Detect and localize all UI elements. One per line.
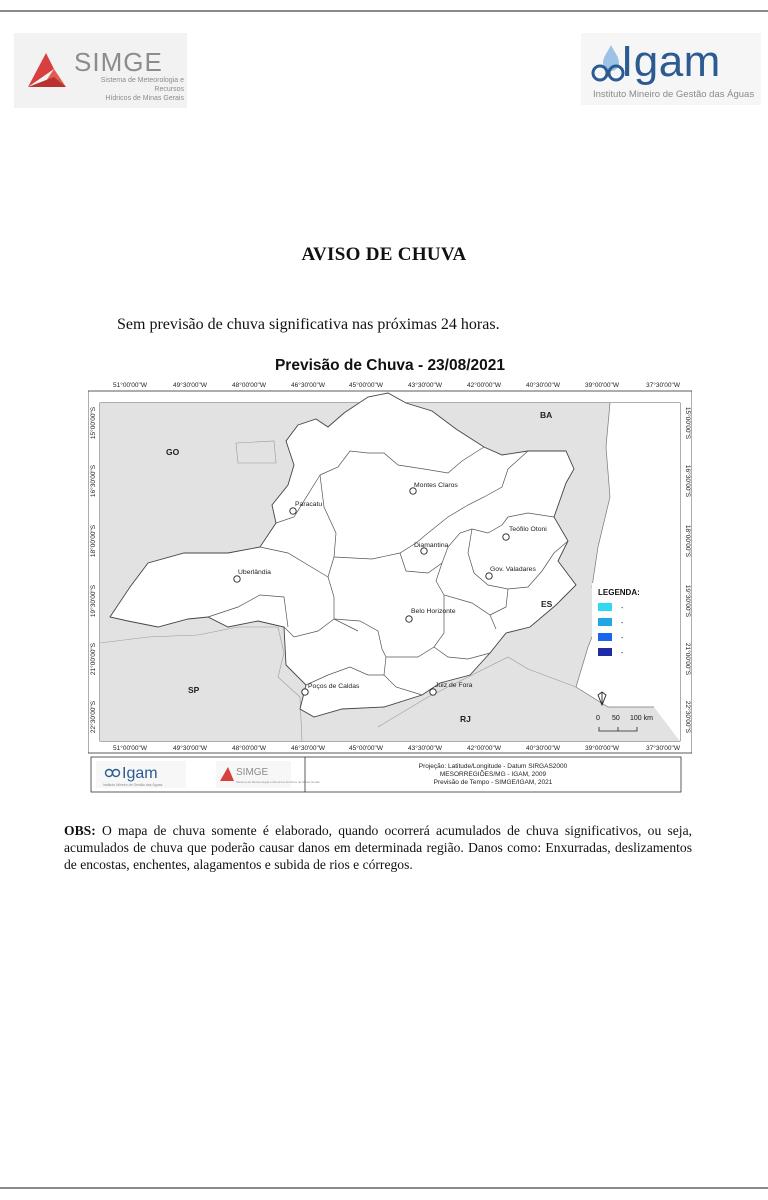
city-label: Diamantina bbox=[414, 542, 449, 549]
footer-simge-sub: Sistema de Meteorologia e Recursos Hídricos de Minas Gerais bbox=[236, 780, 320, 784]
state-label-rj: RJ bbox=[460, 714, 471, 724]
legend-title: LEGENDA: bbox=[598, 588, 640, 597]
df-outline bbox=[236, 441, 276, 463]
state-label-es: ES bbox=[541, 599, 553, 609]
lon-label-top: 48°00'00"W bbox=[232, 382, 266, 389]
legend-item-label: - bbox=[621, 605, 624, 612]
simge-logo bbox=[14, 33, 187, 108]
city-label: Belo Horizonte bbox=[411, 608, 456, 615]
city-dot bbox=[290, 508, 296, 514]
legend-swatch bbox=[598, 603, 612, 611]
simge-subtitle bbox=[74, 76, 184, 103]
footer-line-3: Previsão de Tempo - SIMGE/IGAM, 2021 bbox=[433, 779, 553, 786]
city-label: Uberlândia bbox=[238, 569, 271, 576]
city-label: Gov. Valadares bbox=[490, 566, 536, 573]
lat-label-right: 22°30'00"S bbox=[684, 700, 691, 734]
city-label: Teófilo Otoni bbox=[509, 526, 547, 533]
lon-label-bottom: 39°00'00"W bbox=[585, 745, 619, 752]
lon-label-top: 45°00'00"W bbox=[349, 382, 383, 389]
top-rule bbox=[0, 10, 768, 12]
legend-swatch bbox=[598, 648, 612, 656]
state-label-go: GO bbox=[166, 447, 180, 457]
legend-swatch bbox=[598, 618, 612, 626]
lat-label-left: 15°00'00"S bbox=[90, 406, 97, 440]
simge-name: SIMGE bbox=[74, 47, 163, 77]
lon-label-bottom: 42°00'00"W bbox=[467, 745, 501, 752]
lon-label-bottom: 43°30'00"W bbox=[408, 745, 442, 752]
lat-label-left: 18°00'00"S bbox=[90, 524, 97, 558]
legend-item-label: - bbox=[621, 650, 624, 657]
lon-label-top: 39°00'00"W bbox=[585, 382, 619, 389]
igam-logo bbox=[581, 33, 761, 105]
footer-line-2: MESORREGIÕES/MG - IGAM, 2009 bbox=[439, 771, 547, 778]
forecast-statement: Sem previsão de chuva significativa nas próximas 24 horas. bbox=[117, 316, 500, 333]
observation-paragraph bbox=[64, 822, 692, 873]
obs-text: O mapa de chuva somente é elaborado, quando ocorrerá acumulados de chuva significativos, ou seja, acumulados de chuva que poderão causar danos em determinada região. Danos como: Enxurradas, deslizamentos de encostas, enchentes, alagamentos e subida de rios e córregos. bbox=[64, 823, 692, 872]
footer-simge-name: SIMGE bbox=[236, 767, 269, 778]
state-label-ba: BA bbox=[540, 410, 553, 420]
obs-label: OBS: bbox=[64, 823, 96, 838]
lon-label-top: 42°00'00"W bbox=[467, 382, 501, 389]
igam-subtitle: Instituto Mineiro de Gestão das Águas bbox=[593, 89, 755, 100]
scale-label-50: 50 bbox=[612, 715, 620, 722]
legend-item-label: - bbox=[621, 620, 624, 627]
footer-igam-name: Igam bbox=[122, 765, 158, 782]
map-svg bbox=[88, 357, 692, 795]
lon-label-bottom: 51°00'00"W bbox=[113, 745, 147, 752]
simge-sub-line2: Hídricos de Minas Gerais bbox=[105, 95, 184, 102]
map-title: Previsão de Chuva - 23/08/2021 bbox=[274, 357, 506, 374]
lat-label-right: 19°30'00"S bbox=[684, 584, 691, 618]
igam-name: Igam bbox=[621, 37, 721, 86]
lon-label-top: 49°30'00"W bbox=[173, 382, 207, 389]
lon-label-bottom: 40°30'00"W bbox=[526, 745, 560, 752]
state-label-sp: SP bbox=[188, 685, 200, 695]
lon-label-top: 37°30'00"W bbox=[646, 382, 680, 389]
simge-mark-icon bbox=[24, 47, 70, 91]
legend-swatch bbox=[598, 633, 612, 641]
simge-sub-line1: Sistema de Meteorologia e Recursos bbox=[100, 77, 184, 93]
legend-item-label: - bbox=[621, 635, 624, 642]
footer-igam-sub: Instituto Mineiro de Gestão das Águas bbox=[103, 783, 163, 787]
lon-label-bottom: 48°00'00"W bbox=[232, 745, 266, 752]
lat-label-right: 18°00'00"S bbox=[684, 524, 691, 558]
lat-label-right: 16°30'00"S bbox=[684, 464, 691, 498]
lat-label-left: 19°30'00"S bbox=[90, 584, 97, 618]
lat-label-right: 21°00'00"S bbox=[684, 642, 691, 676]
lat-label-left: 22°30'00"S bbox=[90, 700, 97, 734]
lon-label-top: 46°30'00"W bbox=[291, 382, 325, 389]
lon-label-top: 40°30'00"W bbox=[526, 382, 560, 389]
lon-label-top: 51°00'00"W bbox=[113, 382, 147, 389]
lon-label-bottom: 46°30'00"W bbox=[291, 745, 325, 752]
lat-label-left: 21°00'00"S bbox=[90, 642, 97, 676]
map-legend bbox=[592, 583, 660, 661]
page-title: AVISO DE CHUVA bbox=[301, 244, 467, 265]
igam-drops-icon bbox=[591, 43, 625, 83]
city-dot bbox=[430, 689, 436, 695]
map-footer bbox=[91, 757, 681, 792]
city-dot bbox=[234, 576, 240, 582]
city-label: Poços de Caldas bbox=[308, 683, 360, 690]
city-dot bbox=[406, 616, 412, 622]
scale-label-0: 0 bbox=[596, 715, 600, 722]
scale-label-100: 100 km bbox=[630, 715, 653, 722]
rain-forecast-map bbox=[88, 357, 692, 795]
lon-label-top: 43°30'00"W bbox=[408, 382, 442, 389]
footer-line-1: Projeção: Latitude/Longitude - Datum SIRGAS2000 bbox=[418, 763, 568, 770]
lat-label-left: 16°30'00"S bbox=[90, 464, 97, 498]
city-label: Paracatu bbox=[295, 501, 323, 508]
city-label: Montes Claros bbox=[414, 482, 458, 489]
lat-label-right: 15°00'00"S bbox=[684, 406, 691, 440]
lon-label-bottom: 49°30'00"W bbox=[173, 745, 207, 752]
bottom-rule bbox=[0, 1187, 768, 1189]
lon-label-bottom: 45°00'00"W bbox=[349, 745, 383, 752]
city-dot bbox=[486, 573, 492, 579]
lon-label-bottom: 37°30'00"W bbox=[646, 745, 680, 752]
city-label: Juiz de Fora bbox=[435, 682, 473, 689]
city-dot bbox=[503, 534, 509, 540]
